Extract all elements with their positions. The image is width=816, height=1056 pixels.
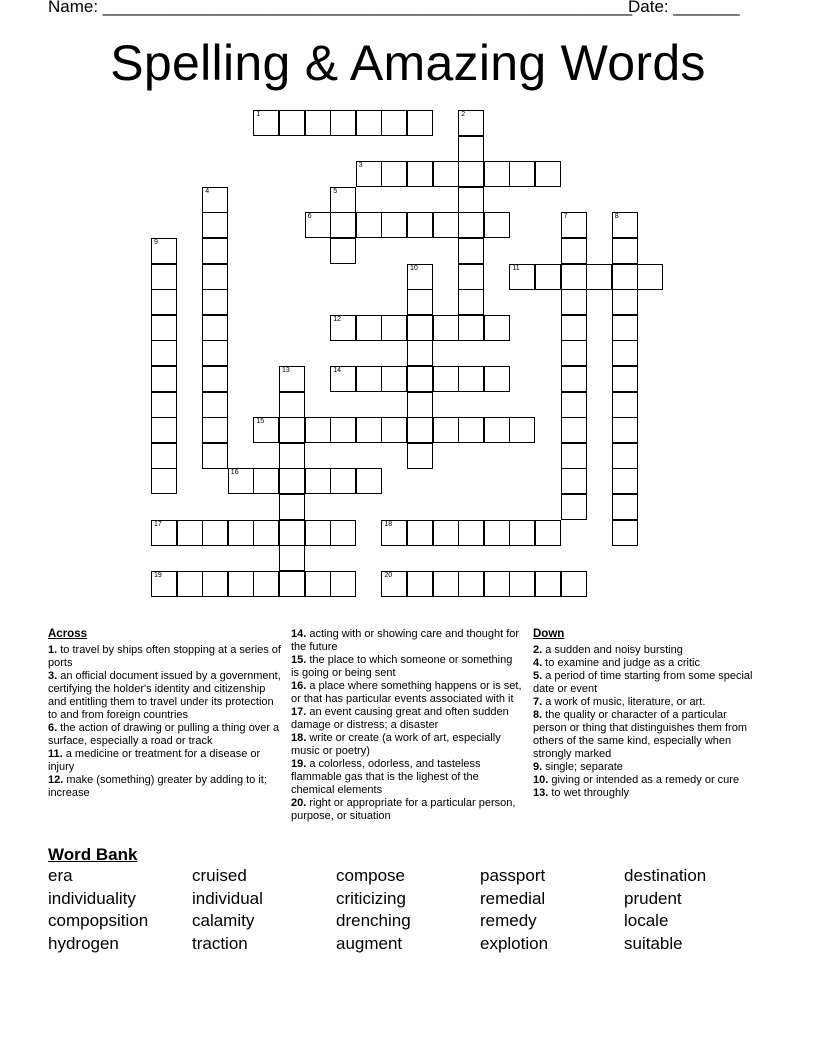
- clue-number: 14: [333, 367, 341, 374]
- crossword-cell[interactable]: [305, 110, 331, 136]
- clue-number-label: 1.: [48, 644, 58, 656]
- clue-text: giving or intended as a remedy or cure: [548, 774, 740, 786]
- crossword-cell[interactable]: [279, 571, 305, 597]
- clue-text: a period of time starting from some special date or event: [533, 670, 753, 695]
- crossword-cell[interactable]: [509, 161, 535, 187]
- crossword-cell[interactable]: [561, 289, 587, 315]
- crossword-cell[interactable]: [356, 110, 382, 136]
- crossword-cell[interactable]: [561, 443, 587, 469]
- crossword-cell[interactable]: [561, 494, 587, 520]
- crossword-cell[interactable]: [561, 315, 587, 341]
- clue-number: 12: [333, 315, 341, 323]
- clue-item: [533, 761, 753, 774]
- clue-text: the action of drawing or pulling a thing over a surface, especially a road or track: [48, 722, 280, 747]
- crossword-cell[interactable]: [458, 315, 484, 341]
- word-bank-word: passport: [480, 866, 546, 885]
- clue-number: 2: [461, 111, 466, 118]
- word-bank-word: cruised: [192, 866, 247, 885]
- clue-item: [48, 644, 284, 670]
- crossword-cell[interactable]: [202, 520, 228, 546]
- clue-number-label: 4.: [533, 657, 543, 669]
- crossword-cell[interactable]: [561, 340, 587, 366]
- name-field-label: Name: ________________________________________________________: [48, 0, 633, 16]
- clue-number-label: 6.: [48, 722, 58, 734]
- crossword-cell[interactable]: [305, 212, 331, 238]
- clue-text: a colorless, odorless, and tasteless flammable gas that is the lighest of the chemical elements: [291, 758, 481, 796]
- clue-number: 7: [563, 213, 568, 221]
- clue-text: right or appropriate for a particular person, purpose, or situation: [291, 797, 516, 822]
- clue-number-label: 11.: [48, 748, 63, 760]
- crossword-cell[interactable]: [151, 289, 177, 315]
- crossword-cell[interactable]: [407, 520, 433, 546]
- crossword-cell[interactable]: [535, 161, 561, 187]
- crossword-cell[interactable]: [151, 238, 177, 264]
- clue-item: [533, 670, 753, 696]
- clue-number-label: 15.: [291, 654, 307, 666]
- date-field-label: Date: _______: [628, 0, 740, 16]
- crossword-cell[interactable]: [279, 468, 305, 494]
- crossword-cell[interactable]: [561, 417, 587, 443]
- down-heading: Down: [533, 628, 565, 640]
- crossword-cell[interactable]: [381, 520, 407, 546]
- crossword-cell[interactable]: [458, 110, 484, 136]
- crossword-cell[interactable]: [561, 212, 587, 238]
- clue-number-label: 8.: [533, 709, 543, 721]
- crossword-cell[interactable]: [279, 110, 305, 136]
- clue-text: a sudden and noisy bursting: [542, 644, 683, 656]
- clue-item: [291, 628, 523, 654]
- crossword-cell[interactable]: [407, 161, 433, 187]
- crossword-cell[interactable]: [202, 366, 228, 392]
- clue-number-label: 19.: [291, 758, 307, 770]
- crossword-cell[interactable]: [612, 494, 638, 520]
- crossword-cell[interactable]: [458, 289, 484, 315]
- crossword-cell[interactable]: [381, 366, 407, 392]
- crossword-cell[interactable]: [535, 571, 561, 597]
- word-bank-row: [48, 889, 768, 912]
- clue-number: 11: [512, 264, 520, 272]
- crossword-cell[interactable]: [356, 366, 382, 392]
- crossword-cell[interactable]: [330, 315, 356, 341]
- clue-number-label: 20.: [291, 797, 307, 809]
- crossword-cell[interactable]: [381, 315, 407, 341]
- crossword-cell[interactable]: [356, 212, 382, 238]
- crossword-cell[interactable]: [612, 520, 638, 546]
- crossword-cell[interactable]: [381, 212, 407, 238]
- word-bank-word: suitable: [624, 934, 683, 954]
- clue-item: [533, 696, 753, 709]
- clue-item: [48, 774, 284, 800]
- clue-number: 3: [358, 162, 363, 170]
- clue-text: a medicine or treatment for a disease or injury: [48, 748, 261, 773]
- crossword-cell[interactable]: [561, 571, 587, 597]
- crossword-cell[interactable]: [586, 264, 612, 290]
- clue-number-label: 14.: [291, 628, 307, 640]
- clue-number: 17: [154, 520, 162, 528]
- crossword-cell[interactable]: [253, 417, 279, 443]
- crossword-cell[interactable]: [330, 520, 356, 546]
- word-bank-word: remedy: [480, 911, 537, 931]
- clue-item: [291, 654, 523, 680]
- crossword-cell[interactable]: [484, 212, 510, 238]
- crossword-cell[interactable]: [612, 468, 638, 494]
- word-bank-word: individual: [192, 888, 263, 908]
- crossword-cell[interactable]: [202, 187, 228, 213]
- across-heading: Across: [48, 628, 87, 640]
- clue-text: a place where something happens or is set, or that has particular events associated with it: [291, 680, 522, 705]
- crossword-cell[interactable]: [253, 468, 279, 494]
- crossword-cell[interactable]: [381, 161, 407, 187]
- word-bank-word: traction: [192, 934, 248, 954]
- crossword-cell[interactable]: [202, 340, 228, 366]
- clue-number-label: 12.: [48, 774, 64, 786]
- crossword-cell[interactable]: [561, 392, 587, 418]
- down-clues-column: [533, 628, 753, 800]
- clue-number: 5: [333, 187, 338, 195]
- crossword-cell[interactable]: [407, 366, 433, 392]
- crossword-cell[interactable]: [535, 264, 561, 290]
- clue-text: make (something) greater by adding to it; increase: [48, 774, 267, 799]
- word-bank-word: individuality: [48, 888, 136, 908]
- crossword-cell[interactable]: [433, 212, 459, 238]
- crossword-cell[interactable]: [305, 520, 331, 546]
- across-clues-column: [48, 628, 284, 800]
- clue-item: [291, 706, 523, 732]
- crossword-cell[interactable]: [612, 212, 638, 238]
- crossword-cell[interactable]: [202, 212, 228, 238]
- page-title: Spelling & Amazing Words: [110, 35, 706, 91]
- word-bank-word: remedial: [480, 888, 546, 908]
- crossword-cell[interactable]: [279, 366, 305, 392]
- clue-item: [533, 787, 753, 800]
- crossword-cell[interactable]: [535, 520, 561, 546]
- crossword-cell[interactable]: [381, 571, 407, 597]
- clue-number-label: 5.: [533, 670, 543, 682]
- crossword-cell[interactable]: [279, 392, 305, 418]
- crossword-cell[interactable]: [407, 289, 433, 315]
- clue-number: 15: [256, 418, 265, 426]
- clue-text: single; separate: [542, 761, 623, 773]
- clue-number: 6: [307, 213, 312, 221]
- crossword-cell[interactable]: [381, 417, 407, 443]
- clue-text: the quality or character of a particular person or thing that distinguishes them from others of the same kind, especially when strongly marked: [533, 709, 748, 760]
- crossword-cell[interactable]: [330, 468, 356, 494]
- crossword-cell[interactable]: [407, 212, 433, 238]
- crossword-cell[interactable]: [330, 366, 356, 392]
- word-bank-word: calamity: [192, 911, 255, 931]
- crossword-cell[interactable]: [407, 340, 433, 366]
- crossword-cell[interactable]: [484, 161, 510, 187]
- clue-text: an event causing great and often sudden damage or distress; a disaster: [291, 706, 509, 731]
- crossword-cell[interactable]: [407, 315, 433, 341]
- clue-text: to examine and judge as a critic: [542, 657, 700, 669]
- clue-item: [533, 709, 753, 761]
- crossword-cell[interactable]: [484, 417, 510, 443]
- crossword-cell[interactable]: [151, 571, 177, 597]
- crossword-cell[interactable]: [561, 264, 587, 290]
- clue-text: write or create (a work of art, especially music or poetry): [291, 732, 501, 757]
- crossword-cell[interactable]: [484, 520, 510, 546]
- clue-number-label: 3.: [48, 670, 58, 682]
- clue-number-label: 18.: [291, 732, 307, 744]
- crossword-cell[interactable]: [407, 392, 433, 418]
- clue-item: [291, 758, 523, 797]
- crossword-cell[interactable]: [305, 571, 331, 597]
- crossword-cell[interactable]: [356, 417, 382, 443]
- clue-item: [533, 644, 753, 657]
- crossword-cell[interactable]: [151, 468, 177, 494]
- crossword-cell[interactable]: [202, 289, 228, 315]
- word-bank-row: [48, 866, 768, 889]
- clue-number: 1: [256, 111, 261, 118]
- crossword-cell[interactable]: [458, 417, 484, 443]
- crossword-cell[interactable]: [612, 264, 638, 290]
- crossword-cell[interactable]: [228, 571, 254, 597]
- crossword-cell[interactable]: [509, 264, 535, 290]
- crossword-cell[interactable]: [561, 468, 587, 494]
- crossword-cell[interactable]: [484, 315, 510, 341]
- clue-text: to travel by ships often stopping at a series of ports: [48, 644, 281, 669]
- crossword-cell[interactable]: [330, 212, 356, 238]
- crossword-cell[interactable]: [177, 520, 203, 546]
- crossword-cell[interactable]: [458, 212, 484, 238]
- crossword-cell[interactable]: [433, 161, 459, 187]
- clue-text: an official document issued by a government, certifying the holder's identity and citizenship and entitling them to travel under its protection to and from foreign countries: [48, 670, 281, 721]
- crossword-cell[interactable]: [458, 366, 484, 392]
- crossword-cell[interactable]: [356, 161, 382, 187]
- crossword-cell[interactable]: [407, 443, 433, 469]
- clue-number: 4: [205, 187, 210, 195]
- clue-number-label: 16.: [291, 680, 307, 692]
- clue-number: 19: [154, 571, 162, 579]
- clue-text: acting with or showing care and thought for the future: [291, 628, 520, 653]
- crossword-cell[interactable]: [433, 520, 459, 546]
- crossword-cell[interactable]: [151, 392, 177, 418]
- crossword-cell[interactable]: [356, 468, 382, 494]
- crossword-cell[interactable]: [151, 417, 177, 443]
- crossword-cell[interactable]: [458, 264, 484, 290]
- crossword-cell[interactable]: [612, 417, 638, 443]
- word-bank: [48, 866, 768, 957]
- clue-number: 9: [154, 239, 158, 246]
- crossword-cell[interactable]: [612, 366, 638, 392]
- word-bank-word: compopsition: [48, 911, 149, 931]
- crossword-cell[interactable]: [356, 315, 382, 341]
- crossword-cell[interactable]: [509, 520, 535, 546]
- word-bank-word: criticizing: [336, 888, 406, 908]
- crossword-cell[interactable]: [484, 366, 510, 392]
- crossword-cell[interactable]: [561, 366, 587, 392]
- word-bank-word: compose: [336, 866, 405, 885]
- crossword-cell[interactable]: [151, 443, 177, 469]
- crossword-cell[interactable]: [305, 417, 331, 443]
- clue-item: [48, 670, 284, 722]
- crossword-cell[interactable]: [407, 110, 433, 136]
- clue-number-label: 9.: [533, 761, 543, 773]
- crossword-cell[interactable]: [279, 494, 305, 520]
- clue-number: 13: [282, 367, 290, 374]
- crossword-cell[interactable]: [612, 238, 638, 264]
- crossword-cell[interactable]: [458, 187, 484, 213]
- word-bank-word: era: [48, 866, 73, 885]
- crossword-cell[interactable]: [330, 187, 356, 213]
- clue-number-label: 13.: [533, 787, 549, 799]
- across-clues-column-continued: [291, 628, 523, 823]
- clue-number: 16: [230, 469, 239, 477]
- crossword-cell[interactable]: [202, 443, 228, 469]
- clue-item: [533, 774, 753, 787]
- crossword-cell[interactable]: [458, 238, 484, 264]
- crossword-cell[interactable]: [561, 238, 587, 264]
- word-bank-title: Word Bank: [48, 845, 138, 864]
- crossword-cell[interactable]: [330, 571, 356, 597]
- crossword-cell[interactable]: [279, 417, 305, 443]
- crossword-cell[interactable]: [458, 136, 484, 162]
- crossword-cell[interactable]: [612, 392, 638, 418]
- crossword-cell[interactable]: [202, 571, 228, 597]
- crossword-cell[interactable]: [202, 264, 228, 290]
- crossword-cell[interactable]: [407, 417, 433, 443]
- clue-text: to wet throughly: [548, 787, 630, 799]
- clue-number-label: 7.: [533, 696, 543, 708]
- crossword-cell[interactable]: [458, 571, 484, 597]
- clue-number: 10: [410, 264, 418, 272]
- crossword-cell[interactable]: [484, 571, 510, 597]
- crossword-cell[interactable]: [202, 417, 228, 443]
- clue-number-label: 10.: [533, 774, 549, 786]
- crossword-cell[interactable]: [612, 443, 638, 469]
- word-bank-word: locale: [624, 911, 669, 931]
- crossword-cell[interactable]: [458, 520, 484, 546]
- crossword-cell[interactable]: [433, 315, 459, 341]
- crossword-cell[interactable]: [228, 520, 254, 546]
- crossword-cell[interactable]: [330, 417, 356, 443]
- word-bank-word: augment: [336, 934, 403, 954]
- crossword-cell[interactable]: [305, 468, 331, 494]
- crossword-cell[interactable]: [433, 417, 459, 443]
- crossword-cell[interactable]: [253, 520, 279, 546]
- crossword-cell[interactable]: [433, 571, 459, 597]
- crossword-cell[interactable]: [279, 545, 305, 571]
- crossword-cell[interactable]: [407, 571, 433, 597]
- crossword-cell[interactable]: [151, 520, 177, 546]
- clue-number: 20: [384, 571, 393, 579]
- clue-item: [48, 748, 284, 774]
- crossword-cell[interactable]: [151, 264, 177, 290]
- crossword-cell[interactable]: [253, 571, 279, 597]
- clue-item: [533, 657, 753, 670]
- word-bank-row: [48, 934, 768, 957]
- crossword-cell[interactable]: [151, 315, 177, 341]
- crossword-cell[interactable]: [612, 289, 638, 315]
- crossword-cell[interactable]: [151, 340, 177, 366]
- crossword-cell[interactable]: [279, 443, 305, 469]
- crossword-cell[interactable]: [458, 161, 484, 187]
- word-bank-word: explotion: [480, 934, 549, 954]
- crossword-cell[interactable]: [177, 571, 203, 597]
- word-bank-word: hydrogen: [48, 934, 119, 954]
- crossword-cell[interactable]: [433, 366, 459, 392]
- crossword-cell[interactable]: [202, 238, 228, 264]
- crossword-cell[interactable]: [637, 264, 663, 290]
- word-bank-word: prudent: [624, 888, 682, 908]
- clue-number: 18: [384, 520, 393, 528]
- crossword-cell[interactable]: [151, 366, 177, 392]
- clue-text: the place to which someone or something is going or being sent: [291, 654, 513, 679]
- clue-number-label: 2.: [533, 644, 543, 656]
- crossword-cell[interactable]: [509, 417, 535, 443]
- crossword-cell[interactable]: [202, 392, 228, 418]
- word-bank-row: [48, 911, 768, 934]
- clue-item: [291, 797, 523, 823]
- clue-text: a work of music, literature, or art.: [542, 696, 706, 708]
- crossword-cell[interactable]: [330, 238, 356, 264]
- word-bank-word: destination: [624, 866, 707, 885]
- crossword-cell[interactable]: [228, 468, 254, 494]
- crossword-cell[interactable]: [407, 264, 433, 290]
- clue-number: 8: [614, 213, 619, 221]
- clue-item: [291, 680, 523, 706]
- crossword-cell[interactable]: [253, 110, 279, 136]
- crossword-cell[interactable]: [330, 110, 356, 136]
- crossword-cell[interactable]: [381, 110, 407, 136]
- clue-item: [48, 722, 284, 748]
- clue-number-label: 17.: [291, 706, 307, 718]
- crossword-cell[interactable]: [509, 571, 535, 597]
- crossword-cell[interactable]: [612, 340, 638, 366]
- clue-item: [291, 732, 523, 758]
- crossword-cell[interactable]: [279, 520, 305, 546]
- crossword-cell[interactable]: [202, 315, 228, 341]
- word-bank-word: drenching: [336, 911, 411, 931]
- crossword-cell[interactable]: [612, 315, 638, 341]
